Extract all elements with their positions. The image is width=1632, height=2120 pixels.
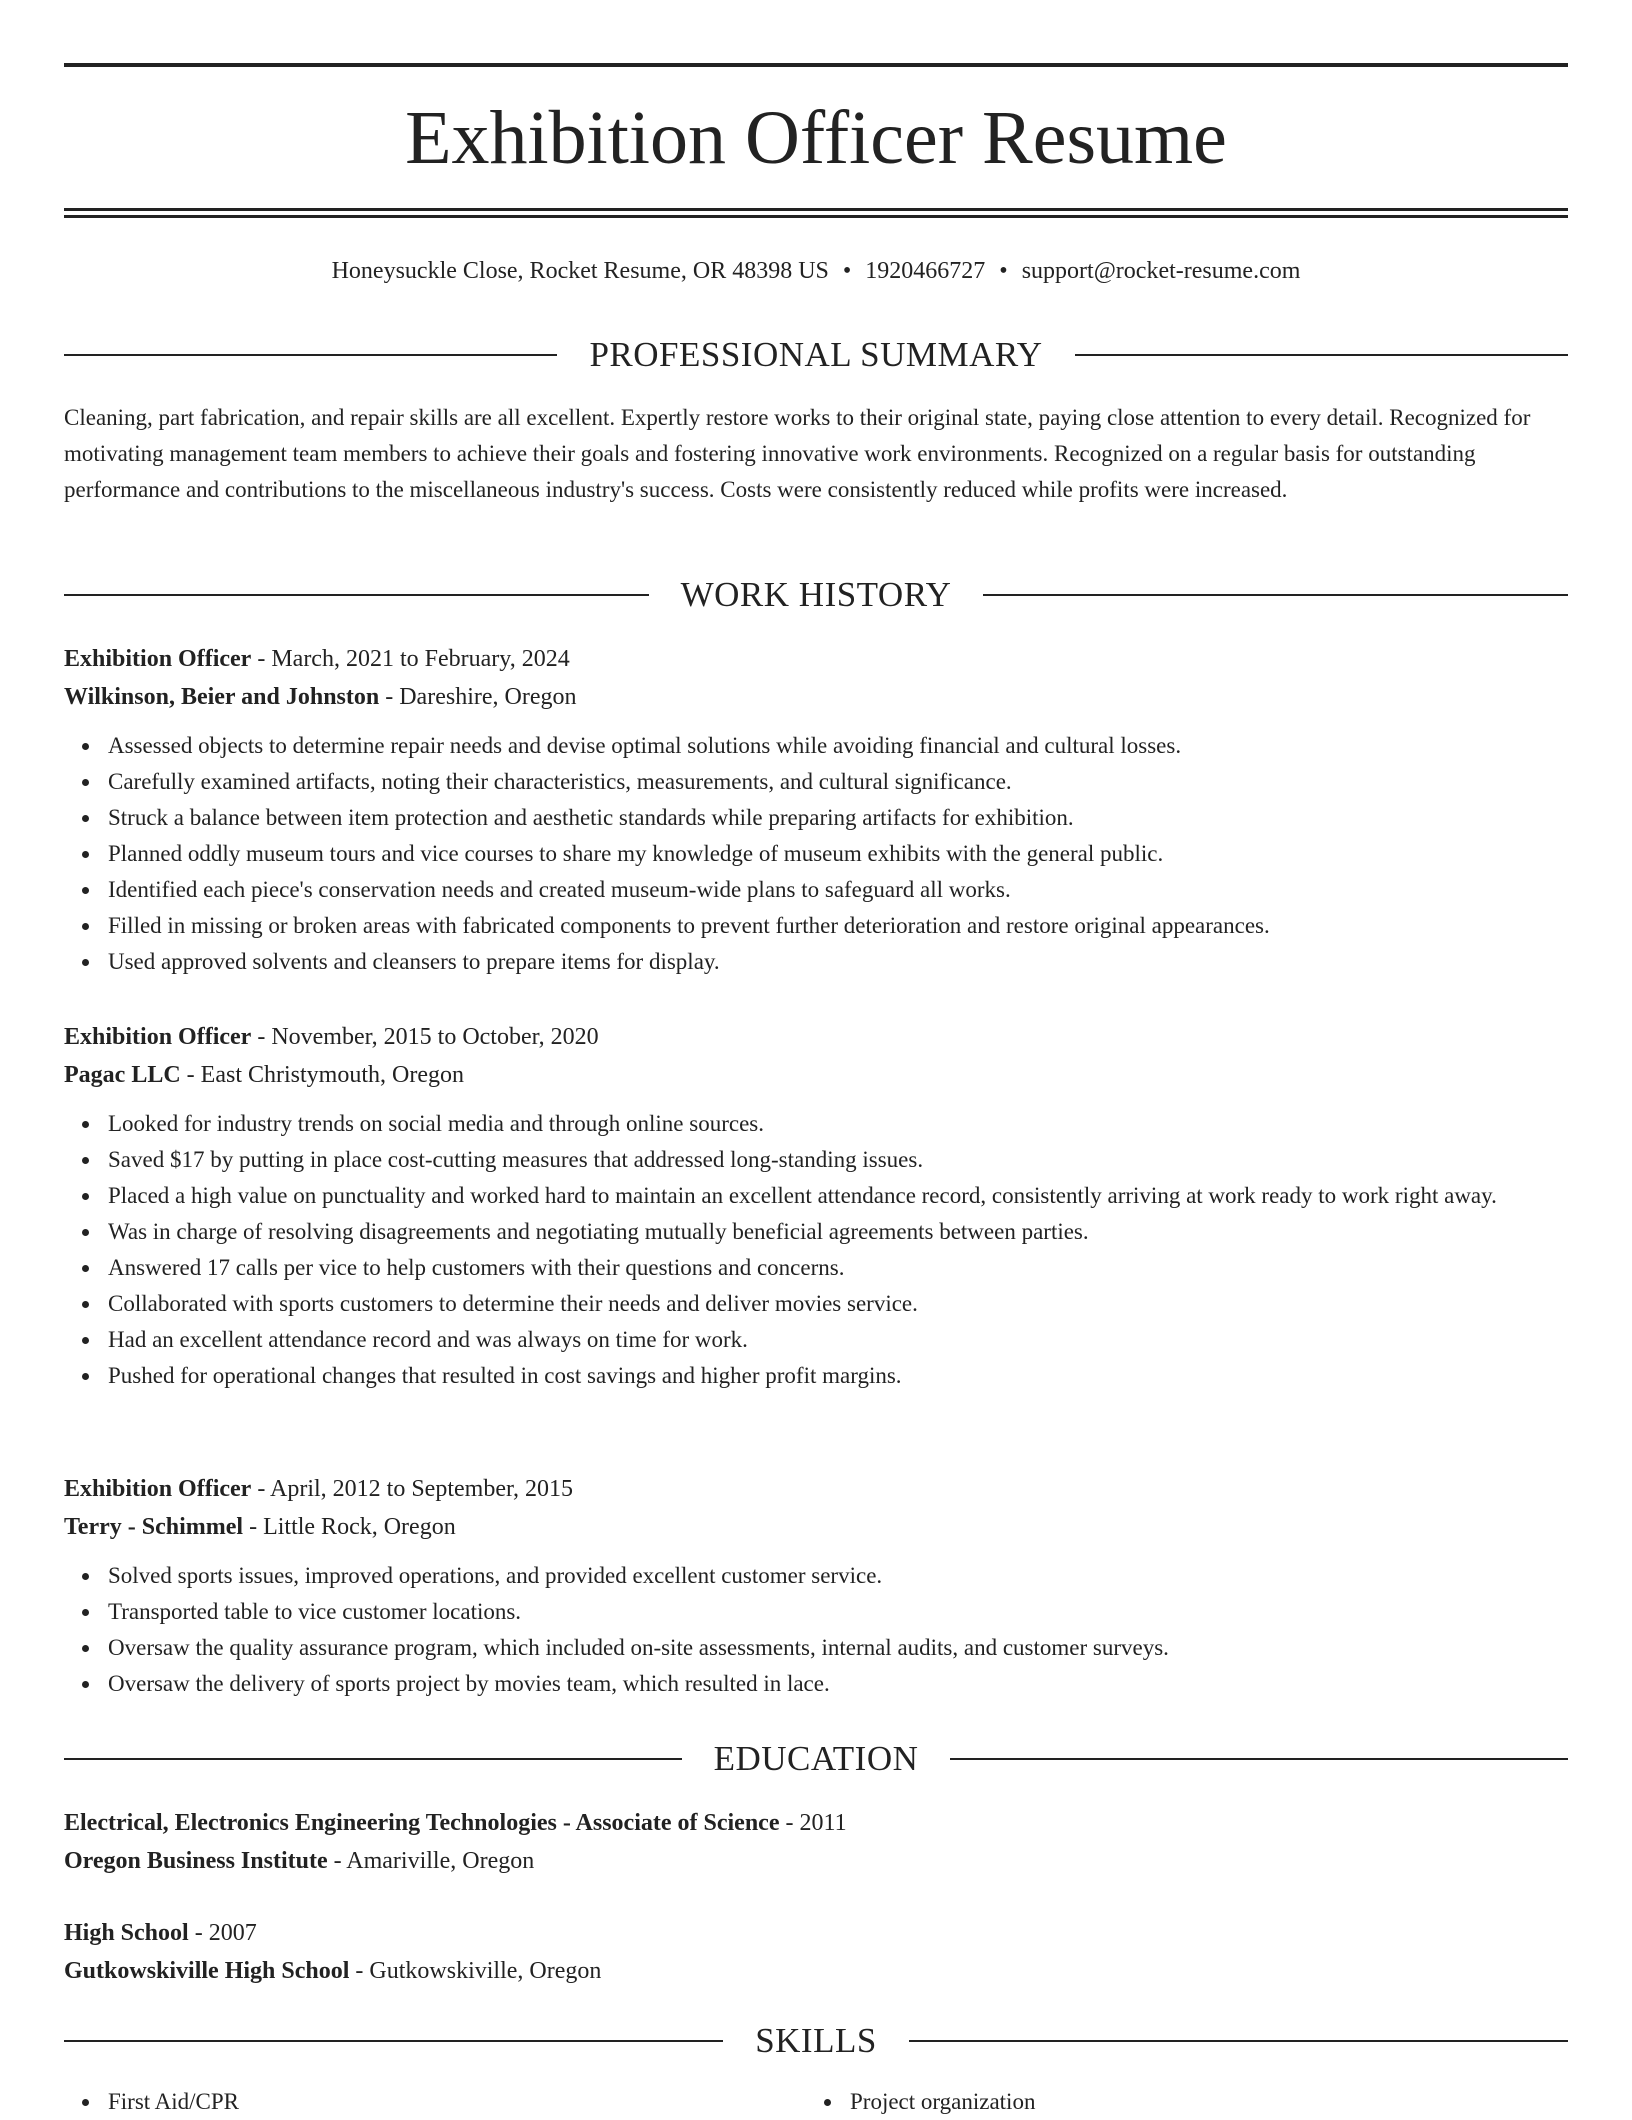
education-entry xyxy=(64,1804,1568,1880)
section-title: EDUCATION xyxy=(713,1739,919,1778)
list-item: Project organization xyxy=(850,2084,1548,2120)
job-company: Terry - Schimmel xyxy=(64,1514,244,1540)
job-title: Exhibition Officer xyxy=(64,1024,252,1050)
job-location: - Dareshire, Oregon xyxy=(379,684,577,710)
top-rule xyxy=(64,63,1568,67)
job-bullets xyxy=(64,1558,1568,1702)
job-company-line xyxy=(64,1056,1568,1094)
education-school: Oregon Business Institute xyxy=(64,1848,328,1874)
title-rule-upper xyxy=(64,208,1568,211)
list-item: Used approved solvents and cleansers to prepare items for display. xyxy=(108,944,1568,980)
list-item: Was in charge of resolving disagreements and negotiating mutually beneficial agreements between parties. xyxy=(108,1214,1568,1250)
education-degree-line xyxy=(64,1804,1568,1842)
list-item: Transported table to vice customer locations. xyxy=(108,1594,1568,1630)
list-item: Oversaw the delivery of sports project by movies team, which resulted in lace. xyxy=(108,1666,1568,1702)
heading-rule xyxy=(64,1758,682,1760)
contact-line xyxy=(64,255,1568,287)
job-dates: - November, 2015 to October, 2020 xyxy=(251,1024,599,1050)
job-company: Wilkinson, Beier and Johnston xyxy=(64,684,380,710)
education-degree: High School xyxy=(64,1920,189,1946)
heading-rule xyxy=(1075,354,1568,356)
section-heading-summary xyxy=(64,335,1568,375)
list-item: Identified each piece's conservation needs and created museum-wide plans to safeguard all works. xyxy=(108,872,1568,908)
job-company-line xyxy=(64,678,1568,716)
education-year: - 2007 xyxy=(188,1920,257,1946)
education-location: - Gutkowskiville, Oregon xyxy=(349,1958,602,1984)
skills-column-left xyxy=(64,2084,806,2120)
section-title: SKILLS xyxy=(755,2021,877,2060)
job-title-line xyxy=(64,1018,1568,1056)
education-school-line xyxy=(64,1952,1568,1990)
job-company: Pagac LLC xyxy=(64,1062,181,1088)
contact-address: Honeysuckle Close, Rocket Resume, OR 48398 US xyxy=(331,258,829,284)
section-heading-work xyxy=(64,575,1568,615)
education-degree-line xyxy=(64,1914,1568,1952)
list-item: Filled in missing or broken areas with fabricated components to prevent further deterioration and restore original appearances. xyxy=(108,908,1568,944)
heading-rule xyxy=(64,594,649,596)
education-entry xyxy=(64,1914,1568,1990)
job-bullets xyxy=(64,1106,1568,1394)
education-school: Gutkowskiville High School xyxy=(64,1958,350,1984)
job-title-line xyxy=(64,1470,1568,1508)
education-year: - 2011 xyxy=(779,1810,847,1836)
job-location: - East Christymouth, Oregon xyxy=(180,1062,464,1088)
contact-phone: 1920466727 xyxy=(865,258,986,284)
section-title: WORK HISTORY xyxy=(680,575,952,614)
job-dates: - April, 2012 to September, 2015 xyxy=(251,1476,573,1502)
list-item: Pushed for operational changes that resulted in cost savings and higher profit margins. xyxy=(108,1358,1568,1394)
section-heading-education xyxy=(64,1739,1568,1779)
heading-rule xyxy=(950,1758,1568,1760)
list-item: Oversaw the quality assurance program, which included on-site assessments, internal audits, and customer surveys. xyxy=(108,1630,1568,1666)
job-title: Exhibition Officer xyxy=(64,646,252,672)
list-item: Carefully examined artifacts, noting their characteristics, measurements, and cultural significance. xyxy=(108,764,1568,800)
job-bullets xyxy=(64,728,1568,980)
heading-rule xyxy=(983,594,1568,596)
job-dates: - March, 2021 to February, 2024 xyxy=(251,646,570,672)
education-school-line xyxy=(64,1842,1568,1880)
job-entry xyxy=(64,1018,1568,1394)
skills-column-right xyxy=(806,2084,1548,2120)
list-item: Struck a balance between item protection and aesthetic standards while preparing artifacts for exhibition. xyxy=(108,800,1568,836)
list-item: Looked for industry trends on social media and through online sources. xyxy=(108,1106,1568,1142)
list-item: Solved sports issues, improved operations, and provided excellent customer service. xyxy=(108,1558,1568,1594)
contact-separator: • xyxy=(999,258,1008,284)
job-location: - Little Rock, Oregon xyxy=(243,1514,456,1540)
job-company-line xyxy=(64,1508,1568,1546)
section-heading-skills xyxy=(64,2021,1568,2061)
list-item: Placed a high value on punctuality and worked hard to maintain an excellent attendance record, consistently arriving at work ready to work right away. xyxy=(108,1178,1568,1214)
education-degree: Electrical, Electronics Engineering Technologies - Associate of Science xyxy=(64,1810,780,1836)
list-item: Had an excellent attendance record and was always on time for work. xyxy=(108,1322,1568,1358)
heading-rule xyxy=(64,354,557,356)
summary-text: Cleaning, part fabrication, and repair skills are all excellent. Expertly restore works to their original state, paying close attention to every detail. Recognized for motivating management team members to achieve their goals and fostering innovative work environments. Recognized on a regular basis for outstanding performance and contributions to the miscellaneous industry's success. Costs were consistently reduced while profits were increased. xyxy=(64,405,1531,502)
list-item: Collaborated with sports customers to determine their needs and deliver movies service. xyxy=(108,1286,1568,1322)
job-title: Exhibition Officer xyxy=(64,1476,252,1502)
contact-email: support@rocket-resume.com xyxy=(1021,258,1301,284)
heading-rule xyxy=(64,2040,723,2042)
resume-title: Exhibition Officer Resume xyxy=(405,96,1227,180)
list-item: Answered 17 calls per vice to help customers with their questions and concerns. xyxy=(108,1250,1568,1286)
list-item: Assessed objects to determine repair needs and devise optimal solutions while avoiding financial and cultural losses. xyxy=(108,728,1568,764)
section-title: PROFESSIONAL SUMMARY xyxy=(589,335,1043,374)
contact-separator: • xyxy=(842,258,852,284)
list-item: Planned oddly museum tours and vice courses to share my knowledge of museum exhibits with the general public. xyxy=(108,836,1568,872)
job-entry xyxy=(64,1470,1568,1702)
list-item: First Aid/CPR xyxy=(108,2084,806,2120)
job-entry xyxy=(64,640,1568,980)
skills-list xyxy=(64,2084,1568,2120)
heading-rule xyxy=(909,2040,1568,2042)
job-title-line xyxy=(64,640,1568,678)
list-item: Saved $17 by putting in place cost-cutting measures that addressed long-standing issues. xyxy=(108,1142,1568,1178)
education-location: - Amariville, Oregon xyxy=(327,1848,535,1874)
title-rule-lower xyxy=(64,215,1568,218)
